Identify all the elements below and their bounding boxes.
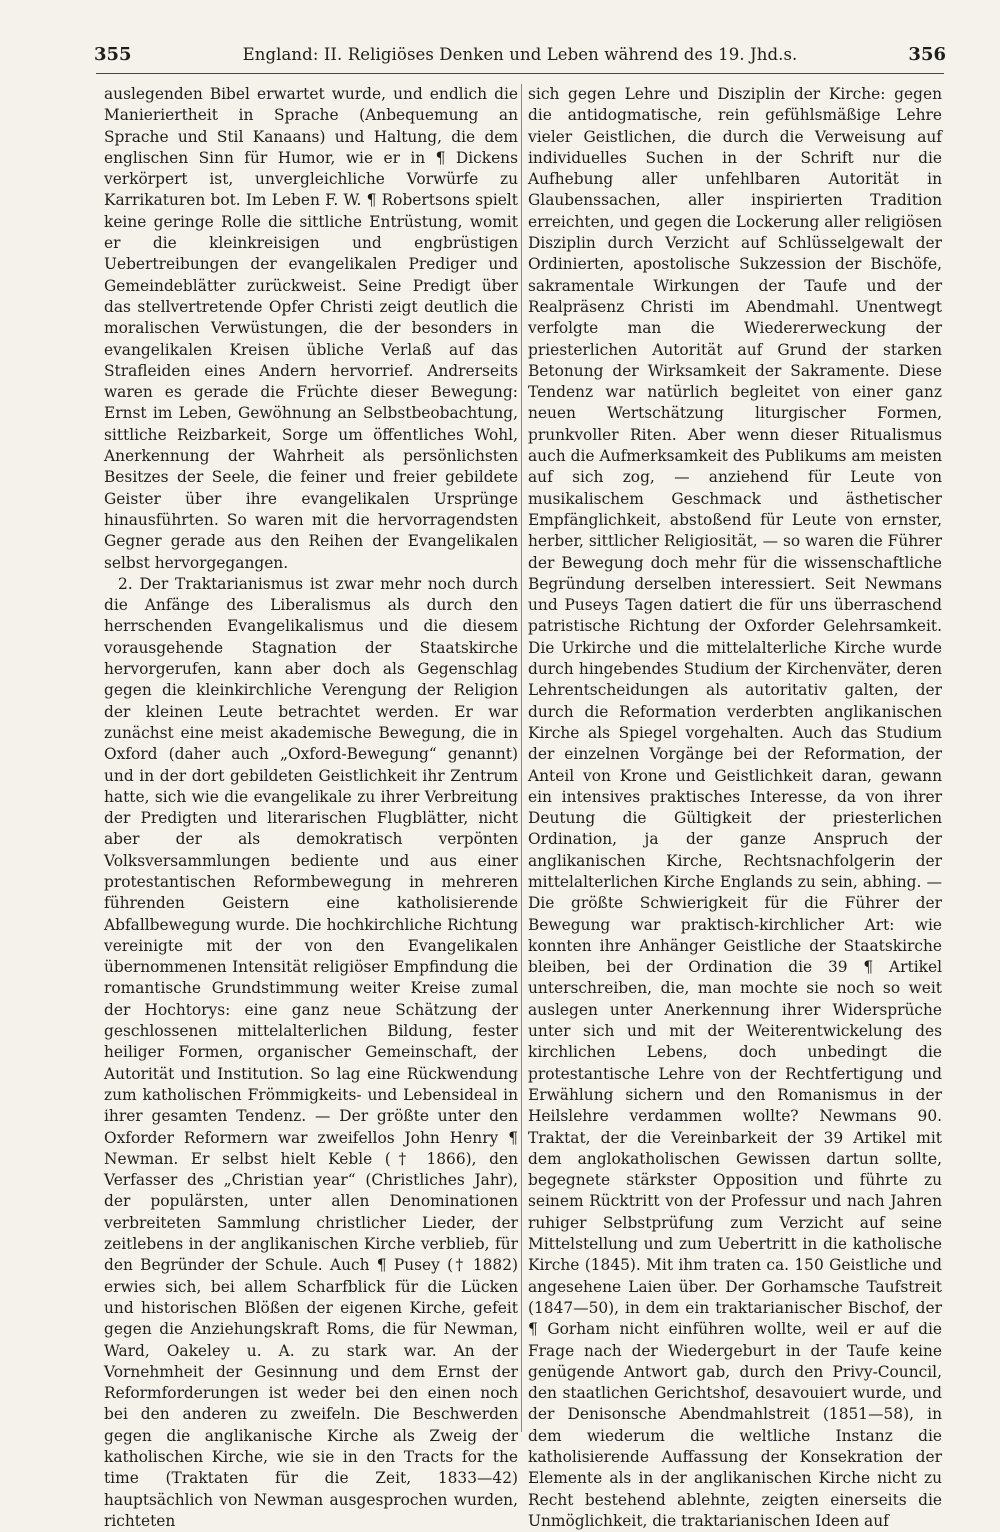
running-head-title: England: II. Religiöses Denken und Leben während des 19. Jhd.s. bbox=[242, 45, 798, 64]
left-column bbox=[104, 84, 518, 1532]
right-paragraph-1: sich gegen Lehre und Disziplin der Kirche: gegen die antidogmatische, rein gefühlsmäßige Lehre vieler Geistlichen, die durch die Verweisung auf individuelles Suchen in der Schrift nur die Aufhebung aller unfehlbaren Autorität in Glaubenssachen, aller inspirierten Tradition erreichten, und gegen die Lockerung aller religiösen Disziplin durch Verzicht auf Schlüsselgewalt der Ordinierten, apostolische Sukzession der Bischöfe, sakramentale Wirkungen der Taufe und der Realpräsenz Christi im Abendmahl. Unentwegt verfolgte man die Wiedererweckung der priesterlichen Autorität auf Grund der starken Betonung der Wirksamkeit der Sakramente. Diese Tendenz war natürlich begleitet von einer ganz neuen Wertschätzung liturgischer Formen, prunkvoller Riten. Aber wenn dieser Ritualismus auch die Aufmerksamkeit des Publikums am meisten auf sich zog, — anziehend für Leute von musikalischem Geschmack und ästhetischer Empfänglichkeit, abstoßend für Leute von ernster, herber, sittlicher Religiosität, — so waren die Führer der Bewegung doch mehr für die wissenschaftliche Begründung derselben interessiert. Seit Newmans und Puseys Tagen datiert die für uns überraschend patristische Richtung der Oxforder Gelehrsamkeit. Die Urkirche und die mittelalterliche Kirche wurde durch hingebendes Studium der Kirchenväter, deren Lehrentscheidungen als autoritativ galten, der durch die Reformation verderbten anglikanischen Kirche als Spiegel vorgehalten. Auch das Studium der einzelnen Vorgänge bei der Reformation, der Anteil von Krone und Geistlichkeit daran, gewann ein intensives praktisches Interesse, da von ihrer Deutung die Gültigkeit der priesterlichen Ordination, ja der ganze Anspruch der anglikanischen Kirche, Rechtsnachfolgerin der mittelalterlichen Kirche Englands zu sein, abhing. — Die größte Schwierigkeit für die Führer der Bewegung war praktisch-kirchlicher Art: wie konnten ihre Anhänger Geistliche der Staatskirche bleiben, bei der Ordination die 39 ¶ Artikel unterschreiben, die, man mochte sie noch so weit auslegen unter Anerkennung ihrer Widersprüche unter sich und mit der Weiterentwickelung des kirchlichen Lebens, doch unbedingt die protestantische Lehre von der Rechtfertigung und Erwählung sichern und den Romanismus in der Heilslehre verdammen wollte? Newmans 90. Traktat, der die Vereinbarkeit der 39 Artikel mit dem anglokatholischen Gewissen dartun sollte, begegnete stärkster Opposition und führte zu seinem Rücktritt von der Professur und nach Jahren ruhiger Selbstprüfung zum Verzicht auf seine Mittelstellung und zum Uebertritt in die katholische Kirche (1845). Mit ihm traten ca. 150 Geistliche und angesehene Laien über. Der Gorhamsche Taufstreit (1847—50), in dem ein traktarianischer Bischof, der ¶ Gorham nicht einführen wollte, weil er auf die Frage nach der Wiedergeburt in der Taufe keine genügende Antwort gab, durch den Privy-Council, den staatlichen Gerichtshof, desavouiert wurde, und der Denisonsche Abendmahlstreit (1851—58), in dem wiederum die weltliche Instanz die katholisierende Auffassung der Konsekration der Elemente als in der anglikanischen Kirche nicht zu Recht bestehend ablehnte, zeigten einerseits die Unmöglichkeit, die traktarianischen Ideen auf bbox=[528, 85, 942, 1530]
left-paragraph-2: 2. Der Traktarianismus ist zwar mehr noch durch die Anfänge des Liberalismus als durch den herrschenden Evangelikalismus und die diesem vorausgehende Stagnation der Staatskirche hervorgerufen, kann aber doch als Gegenschlag gegen die kleinkirchliche Verengung der Religion der kleinen Leute betrachtet werden. Er war zunächst eine meist akademische Bewegung, die in Oxford (daher auch „Oxford-Bewegung“ genannt) und in der dort gebildeten Geistlichkeit ihr Zentrum hatte, sich wie die evangelikale zu ihrer Verbreitung der Predigten und literarischen Flugblätter, nicht aber der als demokratisch verpönten Volksversammlungen bediente und aus einer protestantischen Reformbewegung in mehreren führenden Geistern eine katholisierende Abfallbewegung wurde. Die hochkirchliche Richtung vereinigte mit der von den Evangelikalen übernommenen Intensität religiöser Empfindung die romantische Grundstimmung weiter Kreise zumal der Hochtorys: eine ganz neue Schätzung der geschlossenen mittelalterlichen Bildung, fester heiliger Formen, organischer Gemeinschaft, der Autorität und Institution. So lag eine Rückwendung zum katholischen Frömmigkeits- und Lebensideal in ihrer gesamten Tendenz. — Der größte unter den Oxforder Reformern war zweifellos John Henry ¶ Newman. Er selbst hielt Keble († 1866), den Verfasser des „Christian year“ (Christliches Jahr), der populärsten, unter allen Denominationen verbreiteten Sammlung christlicher Lieder, der zeitlebens in der anglikanischen Kirche verblieb, für den Begründer der Schule. Auch ¶ Pusey († 1882) erwies sich, bei allem Scharfblick für die Lücken und historischen Blößen der eigenen Kirche, gefeit gegen die Anziehungskraft Roms, die für Newman, Ward, Oakeley u. A. zu stark war. An der Vornehmheit der Gesinnung und dem Ernst der Reformforderungen ist weder bei den einen noch bei den anderen zu zweifeln. Die Beschwerden gegen die anglikanische Kirche als Zweig der katholischen Kirche, wie sie in den Tracts for the time (Traktaten für die Zeit, 1833—42) hauptsächlich von Newman ausgesprochen wurden, richteten bbox=[104, 574, 518, 1530]
header-rule bbox=[96, 73, 944, 74]
page-number-right: 356 bbox=[908, 44, 946, 65]
page-number-left: 355 bbox=[94, 44, 132, 65]
left-paragraph-1: auslegenden Bibel erwartet wurde, und endlich die Manieriertheit in Sprache (Anbequemung an Sprache und Stil Kanaans) und Haltung, die dem englischen Sinn für Humor, wie er in ¶ Dickens verkörpert ist, unvergleichliche Vorwürfe zu Karrikaturen bot. Im Leben F. W. ¶ Robertsons spielt keine geringe Rolle die sittliche Entrüstung, womit er die kleinkreisigen und engbrüstigen Uebertreibungen der evangelikalen Prediger und Gemeindeblätter zurückweist. Seine Predigt über das stellvertretende Opfer Christi zeigt deutlich die moralischen Verwüstungen, die der besonders in evangelikalen Kreisen übliche Verlaß auf das Strafleiden eines Andern hervorrief. Andrerseits waren es gerade die Früchte dieser Bewegung: Ernst im Leben, Gewöhnung an Selbstbeobachtung, sittliche Reizbarkeit, Sorge um öffentliches Wohl, Anerkennung der Wahrheit als persönlichsten Besitzes der Seele, die feiner und freier gebildete Geister über ihre evangelikalen Ursprünge hinausführten. So waren mit die hervorragendsten Gegner gerade aus den Reihen der Evangelikalen selbst hervorgegangen. bbox=[104, 85, 518, 572]
column-divider bbox=[521, 84, 522, 1432]
right-column bbox=[528, 84, 942, 1532]
page-header bbox=[94, 44, 946, 74]
